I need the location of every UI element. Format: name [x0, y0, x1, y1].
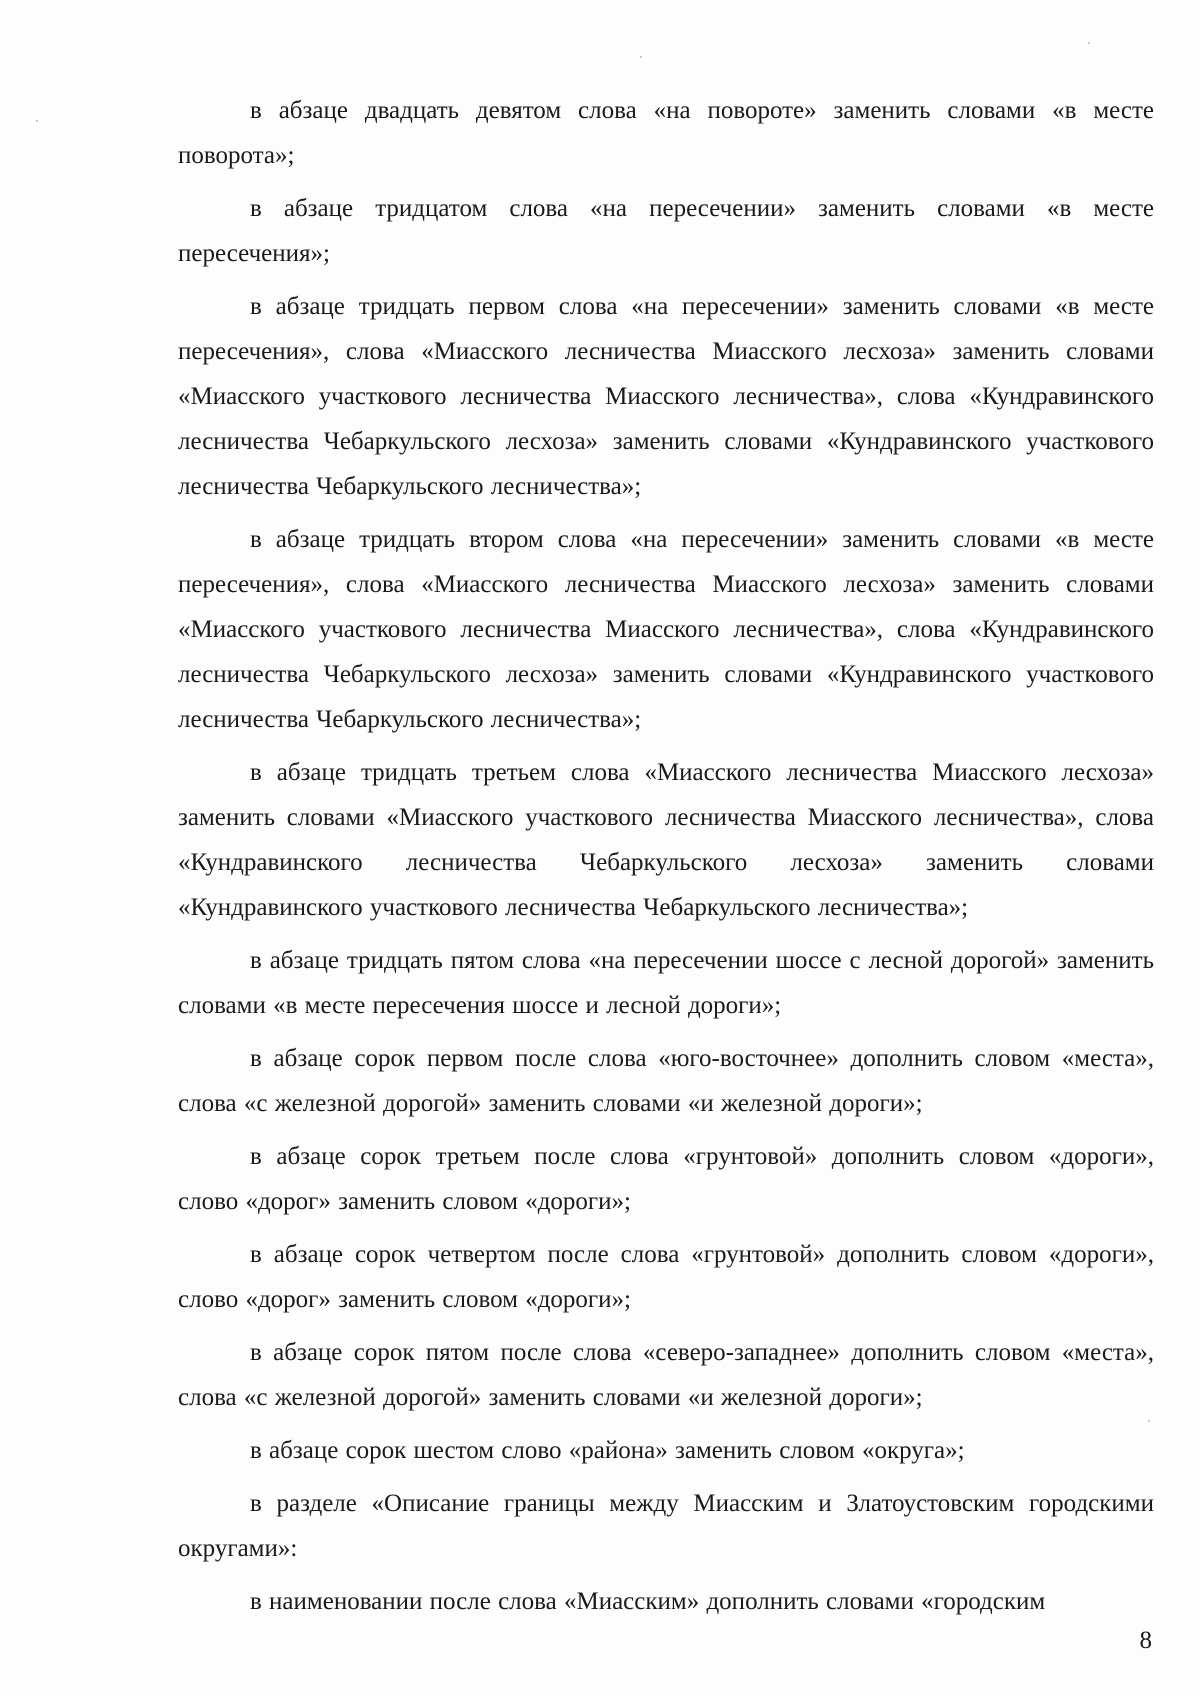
scan-speck [36, 120, 38, 122]
paragraph-4: в абзаце тридцать втором слова «на пересечении» заменить словами «в месте пересечения», слова «Миасского лесничества Миасского лесхоза» заменить словами «Миасского участкового лесничества Миасского лесничества», слова «Кундравинского лесничества Чебаркульского лесхоза» заменить словами «Кундравинского участкового лесничества Чебаркульского лесничества»; [178, 526, 1154, 733]
paragraph-9: в абзаце сорок четвертом после слова «грунтовой» дополнить словом «дороги», слово «дорог» заменить словом «дороги»; [178, 1241, 1154, 1313]
paragraph-10: в абзаце сорок пятом после слова «северо-западнее» дополнить словом «места», слова «с железной дорогой» заменить словами «и железной дороги»; [178, 1339, 1154, 1411]
paragraph-12: в разделе «Описание границы между Миасским и Златоустовским городскими округами»: [178, 1490, 1154, 1562]
paragraph-7: в абзаце сорок первом после слова «юго-восточнее» дополнить словом «места», слова «с железной дорогой» заменить словами «и железной дороги»; [178, 1045, 1154, 1117]
paragraph-11: в абзаце сорок шестом слово «района» заменить словом «округа»; [250, 1437, 965, 1464]
paragraph-3: в абзаце тридцать первом слова «на пересечении» заменить словами «в месте пересечения», слова «Миасского лесничества Миасского лесхоза» заменить словами «Миасского участкового лесничества Миасского лесничества», слова «Кундравинского лесничества Чебаркульского лесхоза» заменить словами «Кундравинского участкового лесничества Чебаркульского лесничества»; [178, 293, 1154, 500]
scan-speck [1088, 42, 1090, 44]
scan-speck [640, 56, 642, 58]
paragraph-6: в абзаце тридцать пятом слова «на пересечении шоссе с лесной дорогой» заменить словами «в месте пересечения шоссе и лесной дороги»; [178, 947, 1154, 1019]
paragraph-5: в абзаце тридцать третьем слова «Миасского лесничества Миасского лесхоза» заменить словами «Миасского участкового лесничества Миасского лесничества», слова «Кундравинского лесничества Чебаркульского лесхоза» заменить словами «Кундравинского участкового лесничества Чебаркульского лесничества»; [178, 759, 1154, 921]
paragraph-1: в абзаце двадцать девятом слова «на повороте» заменить словами «в месте поворота»; [178, 97, 1154, 169]
paragraph-8: в абзаце сорок третьем после слова «грунтовой» дополнить словом «дороги», слово «дорог» заменить словом «дороги»; [178, 1143, 1154, 1215]
paragraph-2: в абзаце тридцатом слова «на пересечении» заменить словами «в месте пересечения»; [178, 195, 1154, 267]
page-number: 8 [1139, 1627, 1152, 1654]
document-body [178, 88, 1154, 1632]
paragraph-13: в наименовании после слова «Миасским» дополнить словами «городским [250, 1588, 1046, 1615]
